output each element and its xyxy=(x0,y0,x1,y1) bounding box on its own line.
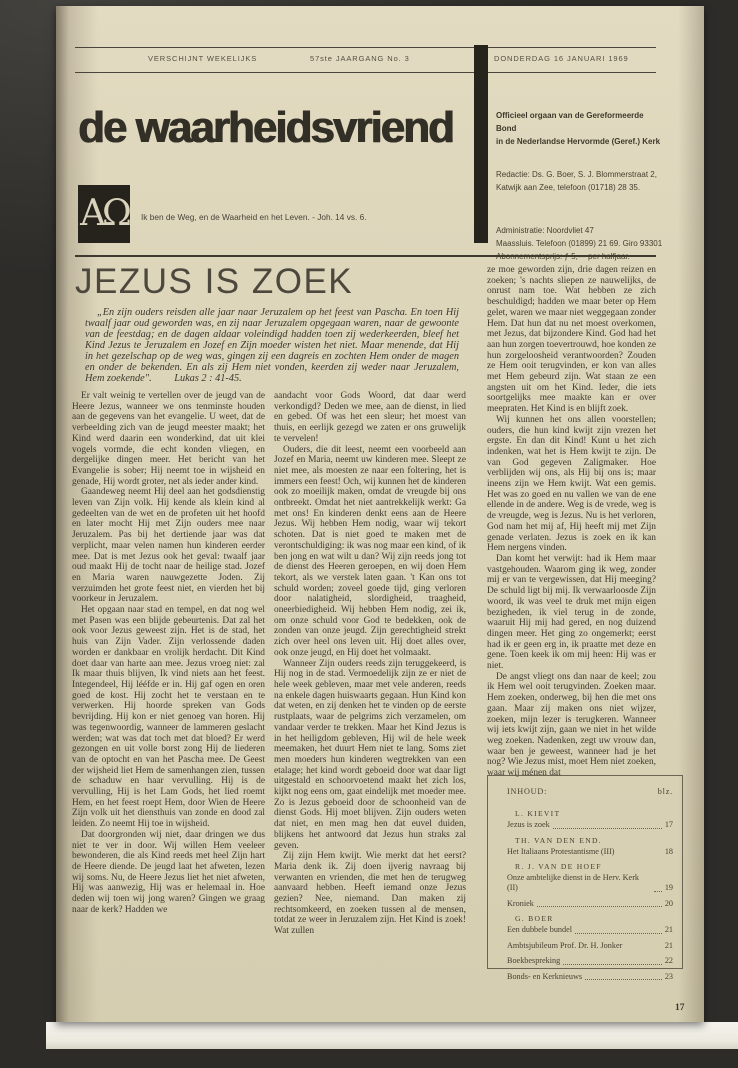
header-article-divider xyxy=(75,255,656,257)
publisher-info xyxy=(496,109,664,263)
toc-row xyxy=(507,925,673,935)
page-number: 17 xyxy=(675,1003,685,1013)
volume-issue: 57ste JAARGANG No. 3 xyxy=(310,54,410,63)
redactie-line2: Katwijk aan Zee, telefoon (01718) 28 35. xyxy=(496,183,641,192)
toc-entry-title: Een dubbele bundel xyxy=(507,925,573,934)
toc-leader-dots xyxy=(654,891,662,892)
toc-entry xyxy=(507,899,673,909)
body-paragraph: Gaandeweg neemt Hij deel aan het godsdienstig leven van Zijn volk. Hij kende als klein kind al gedeelten van de wet en de profeten uit het hoofd en later mocht Hij met Zijn ouders mee naar Jeruzalem. Pas bij het dertiende jaar was dat verplicht, maar velen namen hun kinderen eerder mee. Dat is met Jezus ook het geval: twaalf jaar oud maakt Hij de tocht naar de heilige stad. Jozef en Maria waren nauwgezette Joden. Zij verzuimden het grote feest niet, en vierden het bij voorkeur in Jeruzalem. xyxy=(72,487,265,605)
scripture-reference: Lukas 2 : 41-45. xyxy=(174,373,242,384)
body-paragraph: Het opgaan naar stad en tempel, en dat nog wel met Pasen was een blijde gebeurtenis. Dat zal het ook voor Jezus geweest zijn. Het is de stad, het huis van Zijn Vader. Zijn verlossende daden worden er dankbaar en vrolijk herdacht. Dit Kind doet daar van harte aan mee. Jezus vroeg niet: zal Ik maar thuis blijven, Ik vind niets aan het feest. Integendeel, Hij lééfde er in. Hij gaf ogen en oren goed de kost. Hij zocht het te verstaan en te verwerken. Hij hoorde spreken van Gods bevrijding. Hij kon er niet genoeg van horen. Hij was tegenwoordig, wanneer de lammeren geslacht werden; wat was dat toch met dat bloed? Er werd gezongen en uit volle borst zong Hij de liederen van de optocht en van het Pascha mee. De Geest der wijsheid liet Hem de samenhangen zien, tussen de schaduw en haar vervulling. Hij is de vervulling, Hij is het Lam Gods, het lied roemt Hem, en het feest roept Hem, door Wien de Heere Zijn volk uit het diensthuis van zonde en dood zal leiden. Zo neemt Hij toe in wijsheid. xyxy=(72,605,265,830)
body-column-3 xyxy=(487,265,656,778)
header-rule-bottom xyxy=(75,72,656,73)
toc-row xyxy=(507,899,673,909)
alpha-omega-glyphs: AΩ xyxy=(80,193,128,234)
toc-entry xyxy=(507,941,673,951)
toc-entry-page: 21 xyxy=(664,940,673,950)
newspaper-page xyxy=(56,6,704,1022)
scripture-quote xyxy=(85,307,459,384)
administratie-line1: Administratie: Noordvliet 47 xyxy=(496,226,594,235)
toc-row xyxy=(507,956,673,966)
toc-page-label: blz. xyxy=(657,787,673,796)
body-paragraph: Dat doorgronden wij niet, daar dringen we dus niet te ver in door. Wij willen Hem veeleer bewonderen, die als Kind reeds met heel Zijn hart de Heere diende. De jeugd laat het afweten, lezen wij soms. Nu, de Heere Jezus liet het niet afweten, Hij was aanwezig, Hij was er helemaal in. Hoe deden wij toen wij jong waren? Gingen we graag naar de kerk? Hadden we xyxy=(72,829,265,915)
toc-leader-dots xyxy=(563,964,662,965)
toc-title: INHOUD: xyxy=(507,787,548,796)
toc-entry-title: Kroniek xyxy=(507,898,534,908)
toc-header xyxy=(507,787,673,797)
issue-date: DONDERDAG 16 JANUARI 1969 xyxy=(494,54,629,63)
masthead-title: de waarheidsvriend xyxy=(78,103,453,152)
publication-frequency: VERSCHIJNT WEKELIJKS xyxy=(148,54,258,63)
toc-entry-page: 18 xyxy=(664,846,673,856)
toc-leader-dots xyxy=(575,933,662,934)
toc-row xyxy=(507,847,673,857)
toc-entry-title: Jezus is zoek xyxy=(507,820,550,829)
alpha-omega-logo xyxy=(78,185,130,243)
toc-author: G. BOER xyxy=(515,914,554,923)
toc-entry-title: Het Italiaans Protestantisme (III) xyxy=(507,846,615,856)
toc-entry xyxy=(507,972,673,982)
body-paragraph: aandacht voor Gods Woord, dat daar werd verkondigd? Deden we mee, aan de dienst, in lied en gebed. Of was het een sleur; het moest van thuis, en eerlijk gezegd we zaten er ons gruwelijk te vervelen! xyxy=(274,391,466,444)
toc-author: R. J. VAN DE HOEF xyxy=(515,862,602,871)
toc-entry-page: 22 xyxy=(664,956,673,965)
body-paragraph: Wij kunnen het ons allen voorstellen; ouders, die hun kind kwijt zijn vrezen het ergste. En dan dit Kind! Kunt u het zich indenken, wat het is Hem kwijt te zijn. De van God gegeven Zaligmaker. Hoe verblijden wij ons, als Hij bij ons is; maar ineens zijn we Hem kwijt. Wat een gemis. Het was zo goed en nu vallen we van de ene ellende in de andere. Weg is de vrede, weg is de vreugde, weg is Jezus. Nu is het verloren, God nam het mij af, Hij heeft mij met Zijn genade verlaten. Jezus is zoek en ik kan Hem nergens vinden. xyxy=(487,414,656,554)
toc-leader-dots xyxy=(553,828,662,829)
body-column-1 xyxy=(72,391,265,983)
body-paragraph: Wanneer Zijn ouders reeds zijn teruggekeerd, is Hij nog in de stad. Vermoedelijk zijn ze er niet de hele week gebleven, maar met vele anderen, reeds na enkele dagen huiswaarts gegaan. Hun Kind kon dat weten, en zij denken het te vinden op de eerste rustplaats, waar de pelgrims zich verzamelen, om vandaar verder te trekken. Maar het Kind Jezus is in het heiligdom gebleven, Hij wil de hele week meemaken, het duurt Hem niet te lang. Soms ziet men moeders hun kinderen wegtrekken van een etalage; het kind wordt geboeid door wat daar ligt uitgestald en schoorvoetend maakt het zich los, kijkt nog eens om, gaat eindelijk met moeder mee. Zo is Jezus geboeid door de schoonheid van de dienst Gods. Hij moet blijven. Zijn ouders weten dat niet, en men mag hen dat euvel duiden, blijkens het antwoord dat Jezus hun straks zal geven. xyxy=(274,658,466,851)
toc-row xyxy=(507,972,673,982)
toc-entry-page: 17 xyxy=(664,820,673,829)
article-title: JEZUS IS ZOEK xyxy=(75,262,354,301)
body-paragraph: De angst vliegt ons dan naar de keel; zou ik Hem wel ooit terugvinden. Zoeken maar. Hem zoeken, onderweg, bij hen die met ons gaan. Maar zij maken ons niet wijzer, zoeken, mijn lezer is terugkeren. Wanneer wij iets kwijt zijn, gaan we niet in het wilde weg zoeken. Nadenken, zegt uw vrouw dan, waar ben je geweest, wanneer had je het nog? Wie Jezus mist, moet Hem niet zoeken, waar wij ménen dat xyxy=(487,671,656,778)
body-paragraph: Dan komt het verwijt: had ik Hem maar vastgehouden. Waarom ging ik weg, zonder mij er van te vergewissen, dat Hij meeging? De schuld ligt bij mij. Ik verwaarloosde Zijn woord, ik was veel te druk met mijn eigen bezigheden, ik viel terug in de zonde, waaruit Hij mij had gered, en nog duizend dingen meer. Het ging zo ongemerkt; eerst had ik er geen erg in, ik praatte met deze en gene. Toen keek ik om mij heen: Hij was er niet. xyxy=(487,553,656,672)
toc-entry-page: 21 xyxy=(664,925,673,934)
toc-leader-dots xyxy=(537,906,662,907)
vertical-divider-bar xyxy=(474,45,488,243)
body-paragraph: Er valt weinig te vertellen over de jeugd van de Heere Jezus, wanneer we ons tenminste houden aan de gegevens van het evangelie. U weet, dat de verbeelding zich van de jeugd meester maakt; het Kind werd daarin een wonderkind, dat uit klei vogels vormde, die echt konden vliegen, en dergelijke dingen meer. Het bericht van het Evangelie is sober; Hij neemt toe in wijsheid en genade, Hij wordt groter, net als ieder ander kind. xyxy=(72,391,265,487)
body-column-2 xyxy=(274,391,466,983)
toc-row xyxy=(507,820,673,830)
verse-line: Ik ben de Weg, en de Waarheid en het Leven. - Joh. 14 vs. 6. xyxy=(141,212,367,222)
toc-leader-dots xyxy=(585,979,662,980)
scripture-quote-text: „En zijn ouders reisden alle jaar naar Jeruzalem op het feest van Pascha. En toen Hij twaalf jaar oud geworden was, en zij naar Jeruzalem opgegaan waren, naar de gewoonte van de feestdag; en de dagen aldaar voleindigd hadden toen zij wederkeerden, bleef het Kind Jezus te Jeruzalem en Jozef en Zijn moeder wisten het niet. Maar menende, dat Hij in het gezelschap op de weg was, gingen zij een dagreis en zochten Hem onder de magen en onder de bekenden. En als zij Hem niet vonden, keerden zij weder naar Jeruzalem, Hem zoekende". xyxy=(85,307,459,384)
redactie-line1: Redactie: Ds. G. Boer, S. J. Blommerstraat 2, xyxy=(496,170,657,179)
toc-entry-title: Ambtsjubileum Prof. Dr. H. Jonker xyxy=(507,940,623,950)
body-paragraph: Ouders, die dit leest, neemt een voorbeeld aan Jozef en Maria, neemt uw kinderen mee. Sleept ze niet mee, als moesten ze naar een foltering, het is immers een feest! Och, wij kunnen het de kinderen ook zo moeilijk maken, omdat de vreugde bij ons ontbreekt. Omdat het niet aantrekkelijk werkt: Ga met ons! En kinderen denkt eens aan de Heere Jezus. Wij hebben Hem nodig, waar wij tekort schoten. Dat is niet goed te maken met de verontschuldiging: ik was nog maar een kind, of ik ben jong en wat wilt u dan? Wij zijn reeds jong tot de dienst des Heeren geroepen, en wij doen Hem tekort, als we verstek laten gaan. 't Kan ons tot schuld worden; zoveel goede tijd, ging verloren door nalatigheid, slordigheid, traagheid, oneerbiedigheid. Wij hebben Hem nodig, zei ik, om onze schuld voor God te bedekken, ook de zonden van onze jeugd. Zijn gerechtigheid strekt zich over heel ons leven uit. Hij doet alles over, ook onze jeugd, en Hij doet het volmaakt. xyxy=(274,444,466,658)
toc-author: L. KIEVIT xyxy=(515,809,561,818)
toc-entry-page: 19 xyxy=(664,883,673,892)
toc-entry-title: Onze ambtelijke dienst in de Herv. Kerk (II) xyxy=(507,873,640,892)
toc-entry-page: 23 xyxy=(664,971,673,981)
body-paragraph: Zij zijn Hem kwijt. Wie merkt dat het eerst? Maria denk ik. Zij doen ijverig navraag bij verwanten en vrienden, die met hen de terugweg aanvaard hebben. Heeft iemand onze Jezus gezien? Nee, niemand. Dan maken zij rechtsomkeerd, en zoeken tussen al de mensen, totdat ze weer in Jeruzalem zijn. Het Kind is zoek! Wat zullen xyxy=(274,851,466,937)
official-organ-line1: Officieel orgaan van de Gereformeerde Bond xyxy=(496,111,644,133)
toc-entry xyxy=(507,914,673,935)
toc-entry xyxy=(507,809,673,830)
official-organ-line2: in de Nederlandse Hervormde (Geref.) Kerk xyxy=(496,137,661,146)
header-rule-top xyxy=(75,47,656,48)
administratie-line2: Maassluis. Telefoon (01899) 21 69. Giro 93301 xyxy=(496,239,663,248)
toc-box xyxy=(487,775,683,981)
toc-entry xyxy=(507,862,673,893)
toc-row xyxy=(507,941,673,951)
toc-entry-title: Boekbespreking xyxy=(507,956,561,965)
toc-entry xyxy=(507,836,673,857)
page-stack-edge xyxy=(46,1022,738,1049)
toc-entry-page: 20 xyxy=(664,898,673,908)
toc-row xyxy=(507,873,673,893)
toc-entry xyxy=(507,956,673,966)
toc-author: TH. VAN DEN END. xyxy=(515,835,602,845)
body-paragraph: ze moe geworden zijn, drie dagen reizen en zoeken; 's nachts sliepen ze nauwelijks, de onrust nam toe. Wat hebben ze zich beschuldigd; hadden we maar beter op Hem gelet, waren we maar niet weggegaan zonder Hem. Dat hun dat nu net moest overkomen, met Jezus, dat bijzondere Kind. God had het aan hun zorgen toevertrouwd, hoe konden ze hun zorgeloosheid verantwoorden? Zouden ze Hem ooit terugvinden, er kon van alles met Hem gebeurd zijn. Wat staan ze een angsten uit om het Kind. Ieder, die iets soortgelijks mee maakte kan er over meepraten. Het Kind is en blijft zoek. xyxy=(487,265,656,415)
toc-entry-title: Bonds- en Kerknieuws xyxy=(507,971,583,981)
